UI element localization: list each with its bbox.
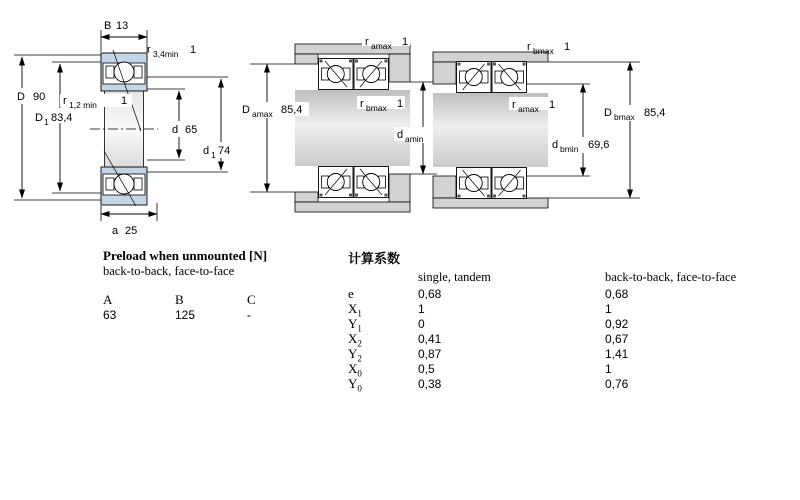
factor-sub: 1: [357, 308, 362, 319]
preload-value-c: -: [247, 308, 251, 322]
preload-value-a: 63: [103, 308, 117, 322]
factor-value-b2b: 0,92: [605, 317, 629, 331]
dim-symbol: r: [365, 36, 369, 48]
factors-col2-header: back-to-back, face-to-face: [605, 270, 737, 284]
dim-symbol: D: [604, 107, 612, 119]
factor-sub: 0: [357, 368, 362, 379]
housing-shoulder: [295, 54, 318, 64]
dim-symbol: r: [63, 95, 67, 107]
housing-top: [433, 52, 548, 62]
housing-bottom: [433, 198, 548, 208]
dim-value: 1: [190, 44, 197, 56]
factor-value-single: 0,41: [418, 332, 442, 346]
arrangement-back-to-back-figure: [239, 35, 460, 212]
dim-value: 85,4: [644, 107, 666, 119]
bearing-cross-section-figure: [12, 20, 234, 237]
preload-col-a: A: [103, 292, 113, 307]
factor-main: e: [348, 286, 354, 301]
dim-symbol: r: [147, 44, 151, 56]
dim-subscript: 1: [44, 117, 49, 127]
shaft-abutment: [433, 176, 456, 198]
dim-label-d: [169, 123, 201, 136]
factor-value-b2b: 0,67: [605, 332, 629, 346]
dim-value: 85,4: [281, 104, 303, 116]
ball: [114, 62, 134, 82]
bearing-drawings: [0, 0, 800, 245]
dim-value: 1: [397, 98, 404, 110]
dim-symbol: r: [527, 41, 531, 53]
factor-value-single: 0,38: [418, 377, 442, 391]
dim-symbol: D: [17, 91, 25, 103]
factor-sub: 2: [357, 338, 362, 349]
dim-value: 83,4: [51, 112, 73, 124]
preload-title: Preload when unmounted [N]: [103, 248, 268, 263]
dim-label-Dbmax: [601, 105, 673, 122]
dim-symbol: r: [512, 99, 516, 111]
factor-main: Y: [348, 316, 358, 331]
dim-label-r34: [147, 44, 196, 59]
dim-value: 13: [116, 20, 129, 32]
dim-symbol: d: [397, 129, 404, 141]
dim-label-D: [12, 90, 50, 103]
dim-symbol: D: [242, 104, 250, 116]
arrangement-face-to-face-figure: [433, 40, 673, 208]
factor-value-single: 0,87: [418, 347, 442, 361]
factors-col1-header: single, tandem: [418, 270, 491, 284]
dim-label-a: [112, 225, 137, 237]
shaft-abutment: [389, 174, 410, 202]
dim-symbol: r: [360, 98, 364, 110]
factor-value-single: 1: [418, 302, 425, 316]
factors-title: 计算系数: [348, 251, 401, 266]
factor-sub: 1: [357, 323, 362, 334]
dim-value: 25: [125, 225, 138, 237]
dim-subscript: bmax: [614, 112, 635, 122]
dim-symbol: a: [112, 225, 119, 237]
preload-subtitle: back-to-back, face-to-face: [103, 264, 235, 278]
factor-value-single: 0: [418, 317, 425, 331]
dim-subscript: bmin: [560, 144, 579, 154]
dim-value: 69,6: [588, 139, 610, 151]
dim-value: 74: [218, 145, 231, 157]
dim-value: 1: [121, 95, 128, 107]
factor-symbol: [348, 376, 362, 394]
factor-value-b2b: 1: [605, 302, 612, 316]
dim-symbol: d: [203, 145, 210, 157]
dim-subscript: 1,2 min: [69, 100, 97, 110]
dim-label-dbmin: [549, 137, 617, 154]
dim-symbol: D: [35, 112, 43, 124]
housing-shoulder: [295, 192, 318, 202]
factor-sub: 2: [357, 353, 362, 364]
preload-col-c: C: [247, 292, 256, 307]
dim-subscript: 1: [211, 150, 216, 160]
dim-subscript: amin: [405, 134, 424, 144]
factor-value-b2b: 0,76: [605, 377, 629, 391]
factor-value-b2b: 1,41: [605, 347, 629, 361]
dim-label-B: [104, 20, 128, 32]
dim-subscript: 3,4min: [153, 49, 179, 59]
dim-symbol: d: [552, 139, 559, 151]
dim-subscript: bmax: [366, 103, 387, 113]
factor-sub: 0: [357, 383, 362, 394]
dim-subscript: bmax: [533, 46, 554, 56]
dim-value: 1: [402, 36, 409, 48]
housing-bottom: [295, 202, 410, 212]
factor-value-b2b: 1: [605, 362, 612, 376]
factor-value-single: 0,68: [418, 287, 442, 301]
preload-col-b: B: [175, 292, 184, 307]
factor-value-single: 0,5: [418, 362, 435, 376]
ball: [114, 174, 134, 194]
shaft-abutment: [389, 54, 410, 82]
dim-subscript: amax: [371, 41, 392, 51]
dim-subscript: amax: [518, 104, 539, 114]
bearing-section-top: [101, 53, 147, 91]
factor-value-b2b: 0,68: [605, 287, 629, 301]
dim-value: 1: [549, 99, 556, 111]
shaft-abutment: [433, 62, 456, 84]
dim-value: 90: [33, 91, 46, 103]
preload-value-b: 125: [175, 308, 196, 322]
factor-main: X: [348, 301, 358, 316]
dim-label-D1: [32, 110, 80, 127]
dim-symbol: d: [172, 124, 179, 136]
factor-main: X: [348, 361, 358, 376]
dim-value: 65: [185, 124, 198, 136]
factor-main: Y: [348, 346, 358, 361]
dim-symbol: B: [104, 20, 112, 32]
dim-subscript: amax: [252, 109, 273, 119]
dim-label-d1: [200, 144, 234, 160]
factor-main: X: [348, 331, 358, 346]
dim-value: 1: [564, 41, 571, 53]
factor-main: Y: [348, 376, 358, 391]
